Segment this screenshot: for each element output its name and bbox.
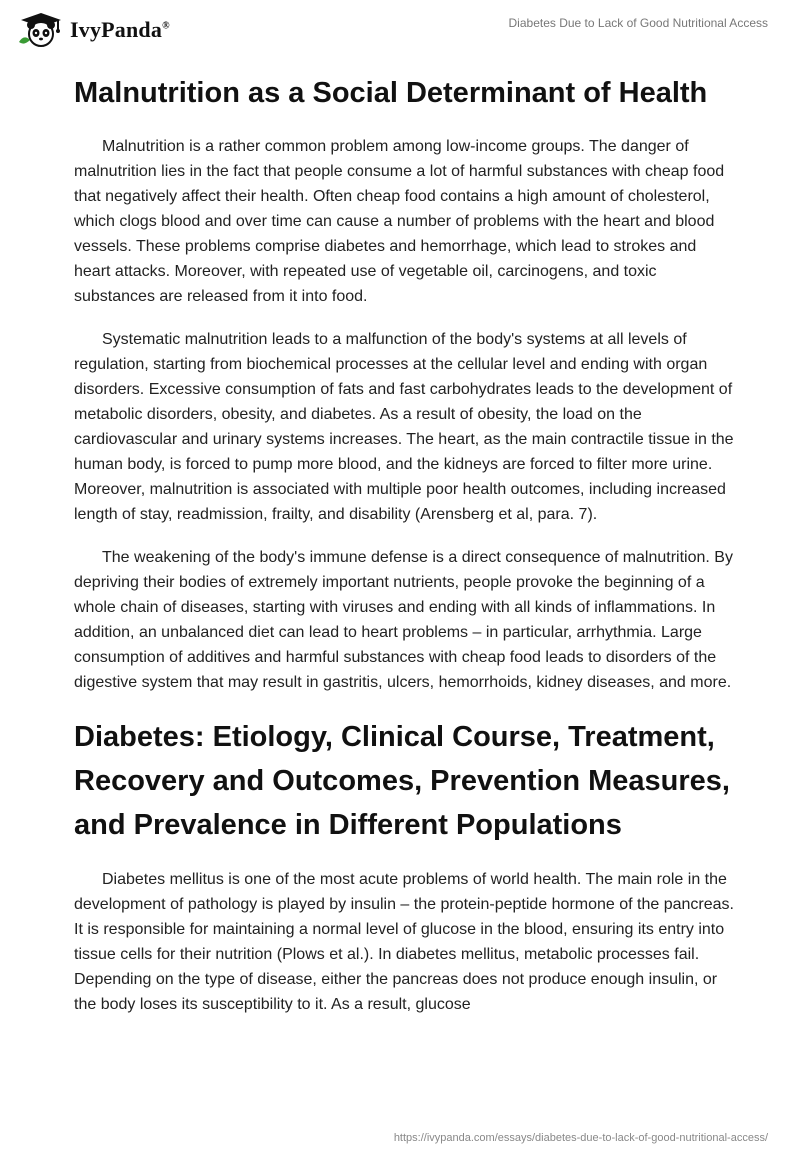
brand-name: IvyPanda® xyxy=(70,17,170,42)
panda-graduate-icon xyxy=(16,12,66,48)
page-header xyxy=(0,0,800,60)
source-url[interactable]: https://ivypanda.com/essays/diabetes-due-to-lack-of-good-nutritional-access/ xyxy=(393,1132,768,1144)
document-title: Diabetes Due to Lack of Good Nutritional Access xyxy=(508,16,768,30)
logo[interactable] xyxy=(16,12,170,48)
paragraph: Diabetes mellitus is one of the most acute problems of world health. The main role in the development of pathology is played by insulin – the protein-peptide hormone of the pancreas. It is responsible for maintaining a normal level of glucose in the blood, ensuring its entry into tissue cells for their nutrition (Plows et al.). In diabetes mellitus, metabolic processes fail. Depending on the type of disease, either the pancreas does not produce enough insulin, or the body loses its susceptibility to it. As a result, glucose xyxy=(74,871,734,1013)
paragraph: The weakening of the body's immune defense is a direct consequence of malnutrition. By depriving their bodies of extremely important nutrients, people provoke the beginning of a whole chain of diseases, starting with viruses and ending with all kinds of inflammations. In addition, an unbalanced diet can lead to heart problems – in particular, arrhythmia. Large consumption of additives and harmful substances with cheap food leads to disorders of the digestive system that may result in gastritis, ulcers, hemorrhoids, kidney diseases, and more. xyxy=(74,549,733,691)
paragraph: Malnutrition is a rather common problem among low-income groups. The danger of malnutrition lies in the fact that people consume a lot of harmful substances with cheap food that negatively affect their health. Often cheap food contains a high amount of cholesterol, which clogs blood and over time can cause a number of problems with the heart and blood vessels. These problems comprise diabetes and hemorrhage, which lead to strokes and heart attacks. Moreover, with repeated use of vegetable oil, carcinogens, and toxic substances are released from it into food. xyxy=(74,138,725,305)
section-heading: Malnutrition as a Social Determinant of Health xyxy=(74,77,708,109)
paragraph: Systematic malnutrition leads to a malfunction of the body's systems at all levels of regulation, starting from biochemical processes at the cellular level and ending with organ disorders. Excessive consumption of fats and fast carbohydrates leads to the development of metabolic disorders, obesity, and diabetes. As a result of obesity, the load on the cardiovascular and urinary systems increases. The heart, as the main contractile tissue in the human body, is forced to pump more blood, and the kidneys are forced to filter more urine. Moreover, malnutrition is associated with multiple poor health outcomes, including increased length of stay, readmission, frailty, and disability (Arensberg et al, para. 7). xyxy=(74,331,734,523)
article-body xyxy=(74,70,734,1035)
section-heading: Diabetes: Etiology, Clinical Course, Treatment, Recovery and Outcomes, Prevention Measures, and Prevalence in Different Populations xyxy=(74,721,730,841)
